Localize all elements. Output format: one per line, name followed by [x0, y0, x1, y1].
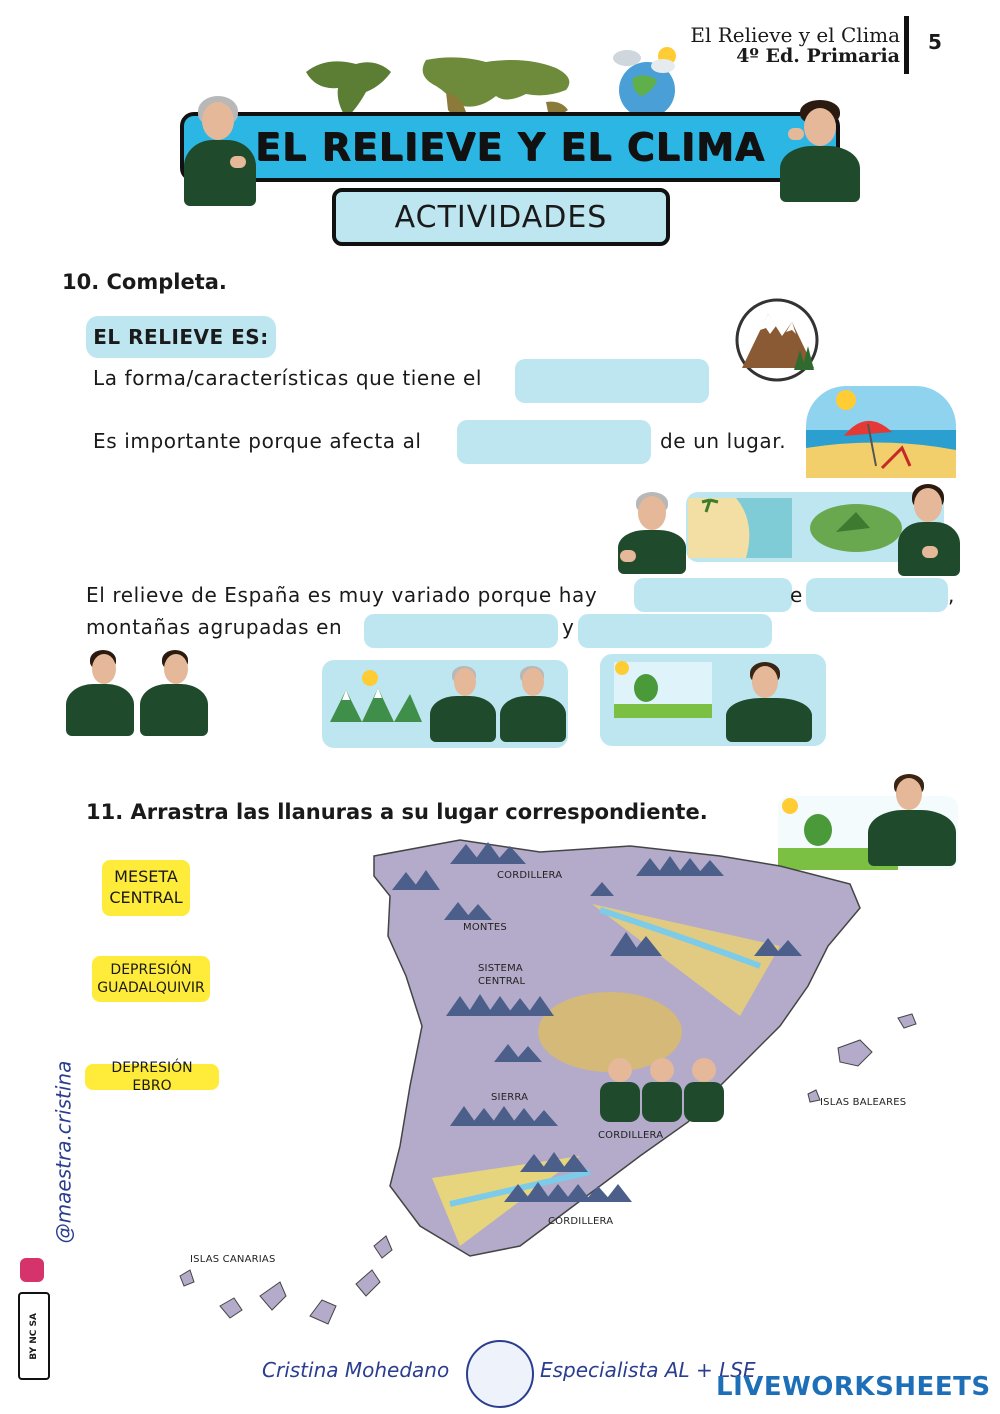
sentence-3b: e: [790, 583, 803, 607]
sentence-3a: El relieve de España es muy variado porque hay: [86, 583, 598, 607]
drag-depresion-ebro[interactable]: DEPRESIÓN EBRO: [85, 1064, 219, 1090]
map-label-islas-canarias: ISLAS CANARIAS: [190, 1254, 276, 1265]
footer-role: Especialista AL + LSE: [540, 1358, 756, 1382]
map-label-islas-baleares: ISLAS BALEARES: [820, 1097, 907, 1108]
instagram-handle: @maestra.cristina: [51, 1060, 76, 1244]
map-label-sistema-central: SISTEMA CENTRAL: [478, 963, 526, 987]
instagram-icon: [20, 1258, 44, 1282]
answer-blank-6[interactable]: [578, 614, 772, 648]
document-header: [690, 24, 900, 67]
map-label-cordillera-east: CORDILLERA: [598, 1130, 664, 1141]
signer-photo: [898, 484, 960, 576]
map-label-sierra: SIERRA: [491, 1092, 529, 1103]
spain-relief-map: [160, 826, 960, 1346]
page-number: 5: [928, 30, 942, 54]
sentence-2a: Es importante porque afecta al: [93, 429, 422, 453]
sentence-1: La forma/características que tiene el: [93, 366, 483, 390]
signer-photo: [722, 662, 818, 742]
sentence-3c: ,: [948, 583, 955, 607]
signer-photo: [616, 492, 688, 574]
answer-blank-3[interactable]: [634, 578, 792, 612]
header-grade: 4º Ed. Primaria: [736, 45, 900, 67]
subtitle-banner: [332, 188, 670, 246]
liveworksheets-logo[interactable]: LIVEWORKSHEETS: [716, 1372, 991, 1402]
map-label-cordillera-south: CORDILLERA: [548, 1216, 614, 1227]
cc-license-text: BY NC SA: [29, 1312, 39, 1360]
drag-meseta-central[interactable]: MESETA CENTRAL: [102, 860, 190, 916]
signer-photo: [426, 666, 566, 742]
baleares-shape: [808, 1014, 916, 1102]
map-label-cordillera-north: CORDILLERA: [497, 870, 563, 881]
banner-title: EL RELIEVE Y EL CLIMA: [254, 125, 766, 169]
question-10-title: 10. Completa.: [62, 270, 227, 294]
cc-license-badge: [18, 1292, 50, 1380]
drag-depresion-guadalquivir[interactable]: DEPRESIÓN GUADALQUIVIR: [92, 956, 210, 1002]
answer-blank-5[interactable]: [364, 614, 558, 648]
answer-blank-2[interactable]: [457, 420, 651, 464]
signer-photo: [774, 100, 866, 202]
answer-blank-4[interactable]: [806, 578, 948, 612]
mountain-icon: [734, 290, 820, 384]
answer-blank-1[interactable]: [515, 359, 709, 403]
banner-subtitle: ACTIVIDADES: [394, 199, 608, 235]
sentence-4a: montañas agrupadas en: [86, 615, 343, 639]
map-signers: [598, 1056, 728, 1122]
canarias-shape: [180, 1236, 392, 1324]
header-divider: [904, 16, 909, 74]
sentence-4b: y: [562, 615, 575, 639]
title-banner: [180, 112, 840, 182]
globe-weather-icon: [605, 42, 690, 122]
relieve-label: EL RELIEVE ES:: [93, 325, 269, 349]
signer-photo: [62, 650, 212, 736]
cordillera-sign-box: [600, 654, 826, 746]
beach-icon: [806, 386, 956, 478]
sierra-sign-box: [322, 660, 568, 748]
footer-author: Cristina Mohedano: [262, 1358, 450, 1382]
question-11-title: 11. Arrastra las llanuras a su lugar correspondiente.: [86, 800, 708, 824]
header-title: El Relieve y el Clima: [690, 23, 900, 47]
map-label-montes: MONTES: [463, 922, 507, 933]
signer-photo: [180, 96, 260, 206]
author-logo-icon: [466, 1340, 534, 1408]
sentence-2b: de un lugar.: [660, 429, 787, 453]
relieve-label-chip: [86, 316, 276, 358]
